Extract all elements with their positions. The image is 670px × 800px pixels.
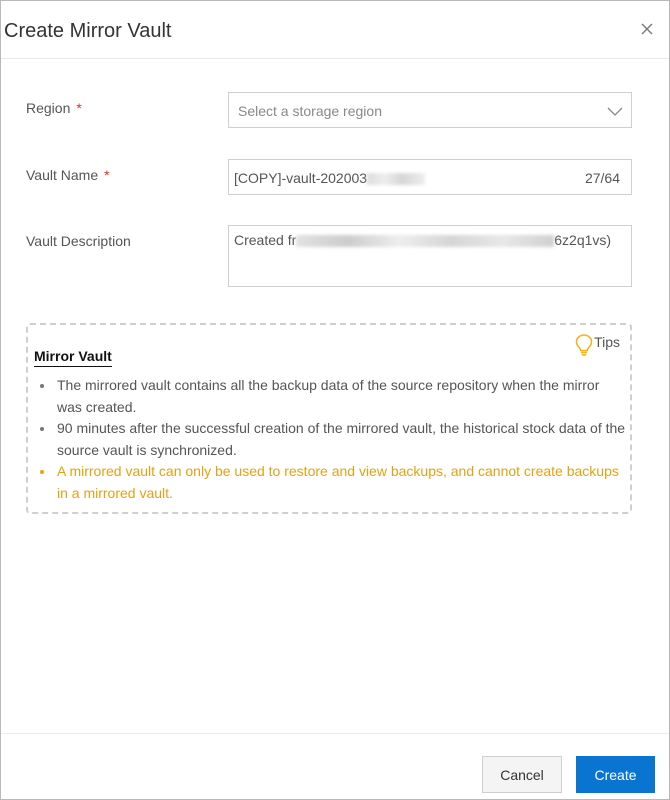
tip-item	[36, 418, 626, 461]
bullet	[40, 384, 44, 388]
vault-name-input[interactable]	[228, 159, 632, 195]
tips-panel	[26, 323, 632, 514]
vault-description-label: Vault Description	[26, 233, 131, 249]
bullet	[40, 427, 44, 431]
tip-item-warning	[36, 461, 626, 504]
vault-name-value-text: [COPY]-vault-202003	[234, 170, 368, 186]
required-mark: *	[76, 100, 82, 116]
tips-tag	[574, 333, 620, 357]
vault-description-prefix: Created fr	[234, 232, 297, 248]
tip-text: A mirrored vault can only be used to restore and view backups, and cannot create backups in a mirrored vault.	[57, 463, 619, 501]
bullet	[40, 470, 44, 474]
vault-description-value	[234, 231, 611, 249]
dialog-footer	[1, 733, 669, 799]
tips-title: Mirror Vault	[34, 348, 112, 367]
vault-name-counter: 27/64	[584, 170, 620, 186]
region-label	[26, 99, 82, 117]
create-button[interactable]: Create	[576, 756, 655, 793]
tips-list	[36, 375, 626, 504]
vault-description-textarea[interactable]	[228, 225, 632, 287]
vault-description-suffix: 6z2q1vs)	[554, 232, 612, 248]
region-placeholder: Select a storage region	[238, 103, 382, 119]
dialog-title: Create Mirror Vault	[4, 20, 172, 42]
vault-name-label	[26, 166, 110, 184]
required-mark: *	[104, 167, 110, 183]
tip-item	[36, 375, 626, 418]
region-label-text: Region	[26, 100, 71, 116]
redacted-text	[367, 173, 425, 185]
redacted-text	[296, 235, 554, 247]
vault-name-value	[234, 169, 425, 187]
region-select[interactable]	[228, 92, 632, 128]
tips-tag-text: Tips	[594, 334, 620, 350]
tip-text: 90 minutes after the successful creation of the mirrored vault, the historical stock data of the source vault is synchronized.	[57, 420, 626, 458]
vault-name-label-text: Vault Name	[26, 167, 99, 183]
cancel-button[interactable]: Cancel	[482, 756, 562, 793]
dialog-header	[1, 1, 669, 59]
lightbulb-icon	[574, 333, 594, 357]
chevron-down-icon	[607, 104, 623, 116]
close-icon[interactable]	[639, 21, 655, 37]
tip-text: The mirrored vault contains all the backup data of the source repository when the mirror was created.	[57, 377, 600, 415]
